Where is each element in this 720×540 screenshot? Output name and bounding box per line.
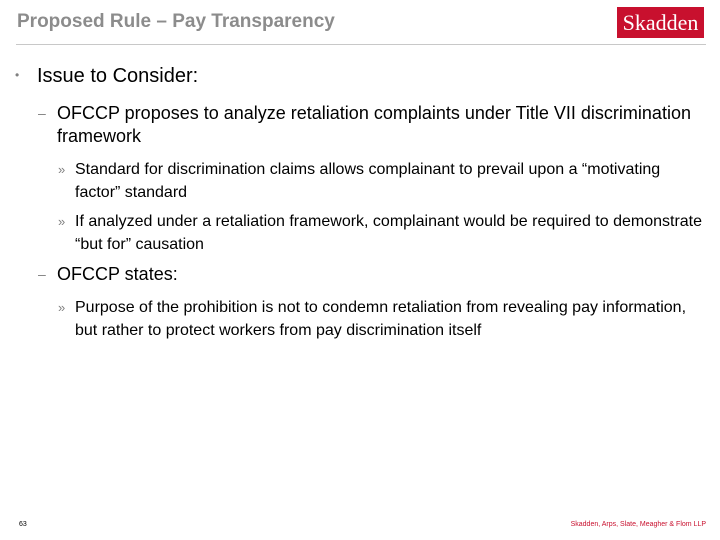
slide-title: Proposed Rule – Pay Transparency bbox=[17, 11, 335, 32]
dash-marker: – bbox=[38, 105, 46, 121]
dash-marker: – bbox=[38, 266, 46, 282]
sub-sub-bullet-text: Purpose of the prohibition is not to condemn retaliation from revealing pay information, but rather to protect workers from pay discrimination itself bbox=[75, 299, 687, 339]
chevron-marker: » bbox=[58, 162, 66, 177]
header-divider bbox=[16, 44, 706, 45]
bullet-text: Issue to Consider: bbox=[37, 65, 199, 87]
bullet-marker: • bbox=[15, 68, 20, 82]
sub-sub-bullet-text: If analyzed under a retaliation framework, complainant would be required to demonstrate “but for” causation bbox=[75, 213, 703, 253]
sub-bullet-text: OFCCP proposes to analyze retaliation complaints under Title VII discrimination framework bbox=[57, 103, 691, 146]
sub-bullet-text: OFCCP states: bbox=[57, 264, 178, 284]
chevron-marker: » bbox=[58, 214, 66, 229]
skadden-logo: Skadden bbox=[617, 7, 704, 38]
page-number: 63 bbox=[19, 521, 27, 528]
firm-name: Skadden, Arps, Slate, Meagher & Flom LLP bbox=[570, 521, 706, 528]
sub-sub-bullet-text: Standard for discrimination claims allows complainant to prevail upon a “motivating factor” standard bbox=[75, 161, 661, 201]
chevron-marker: » bbox=[58, 300, 66, 315]
